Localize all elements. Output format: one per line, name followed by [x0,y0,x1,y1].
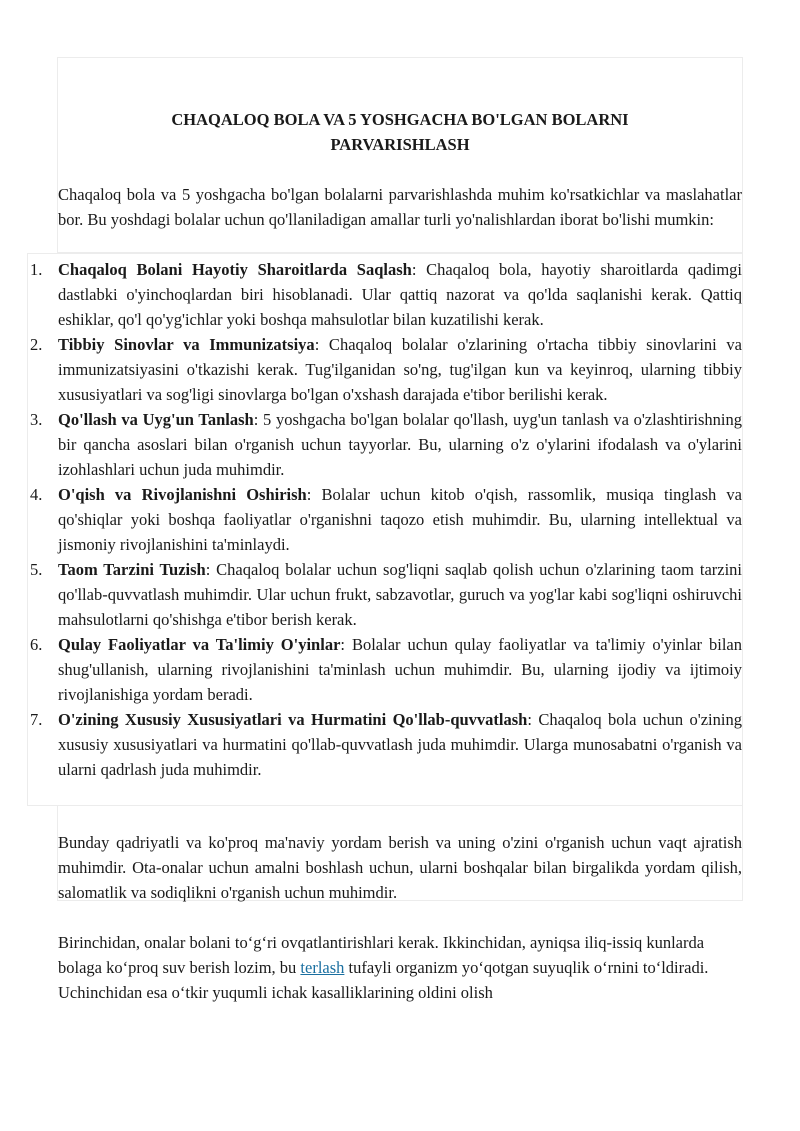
list-item-text: : Chaqaloq bola, hayotiy sharoitlarda qadimgi dastlabki o'yinchoqlardan biri hisoblanadi. Ular qattiq nazorat va qo'lda saqlanishi kerak. Qattiq eshiklar, qo'l qo'yg'ichlar yoki boshqa mahsulotlar bilan kuzatilishi kerak. [58,260,743,329]
list-number: 6. [30,635,43,654]
closing-paragraph: Bunday qadriyatli va ko'proq ma'naviy yordam berish va uning o'zini o'rganish uchun vaqt ajratish muhimdir. Ota-onalar uchun amalni boshlash uchun, ularni boshqalar bilan birgalikda yordam qilish, salomatlik va sodiqlikni o'rganish uchun muhimdir. [58,833,742,902]
intro-paragraph: Chaqaloq bola va 5 yoshgacha bo'lgan bolalarni parvarishlashda muhim ko'rsatkichlar va maslahatlar bor. Bu yoshdagi bolalar uchun qo'llaniladigan amallar turli yo'nalishlardan iborat bo'lishi mumkin: [58,185,742,229]
list-number: 3. [30,410,43,429]
list-item [30,482,742,557]
list-item-heading: Tibbiy Sinovlar va Immunizatsiya [58,335,315,354]
list-item-text: : Bolalar uchun qulay faoliyatlar va ta'limiy o'yinlar bilan shug'ullanish, ularning rivojlanishini ta'minlash uchun muhimdir. Bu, ularning ijodiy va ijtimoiy rivojlanishiga yordam beradi. [58,635,743,704]
list-item-text: : Chaqaloq bola uchun o'zining xususiy xususiyatlari va hurmatini qo'llab-quvvatlash juda muhimdir. Ularga munosabatni o'rganish va ularni qadrlash juda muhimdir. [58,710,742,779]
list-number: 4. [30,485,43,504]
list-item-heading: Taom Tarzini Tuzish [58,560,206,579]
final-paragraph [58,930,742,1005]
document-title: CHAQALOQ BOLA VA 5 YOSHGACHA BO'LGAN BOLARNI PARVARISHLASH [171,110,629,154]
list-item-heading: Chaqaloq Bolani Hayotiy Sharoitlarda Saqlash [58,260,412,279]
list-item-heading: O'qish va Rivojlanishni Oshirish [58,485,307,504]
list-item-text: : 5 yoshgacha bo'lgan bolalar qo'llash, uyg'un tanlash va o'zlashtirishning bir qancha asoslari bilan o'rganish uchun tayyorlar. Bu, ularning o'z o'ylarini ifodalash va o'ylarini izohlashlari uchun juda muhimdir. [58,410,742,479]
list-item-heading: Qo'llash va Uyg'un Tanlash [58,410,254,429]
final-text-before: Birinchidan, onalar bolani to‘g‘ri ovqatlantirishlari kerak. Ikkinchidan, ayniqsa iliq-issiq kunlarda bolaga ko‘proq suv berish lozim, bu [58,933,705,977]
list-item [30,332,742,407]
terlash-link[interactable]: terlash [300,958,345,977]
list-number: 7. [30,710,43,729]
list-item [30,407,742,482]
list-item [30,632,742,707]
list-item-heading: Qulay Faoliyatlar va Ta'limiy O'yinlar [58,635,341,654]
care-tips-list [30,257,742,782]
list-item-heading: O'zining Xususiy Xususiyatlari va Hurmatini Qo'llab-quvvatlash [58,710,528,729]
list-item [30,557,742,632]
list-item [30,707,742,782]
list-number: 2. [30,335,43,354]
list-item-text: : Chaqaloq bolalar uchun sog'liqni saqlab qolish uchun o'zlarining taom tarzini qo'llab-quvvatlash muhimdir. Ular uchun frukt, sabzavotlar, guruch va yog'lar kabi sog'liqni oshiruvchi mahsulotlarni qo'shishga e'tibor berish kerak. [58,560,742,629]
list-number: 1. [30,260,43,279]
list-item-text: : Chaqaloq bolalar o'zlarining o'rtacha tibbiy sinovlarini va immunizatsiyasini o'tkazishi kerak. Tug'ilganidan so'ng, tug'ilgan kun va keyinroq, ularning tibbiy xususiyatlari va sog'ligi sinovlarga bo'lgan o'xshash darajada e'tibor berilishi kerak. [58,335,742,404]
list-item-text: : Bolalar uchun kitob o'qish, rassomlik, musiqa tinglash va qo'shiqlar yoki boshqa faoliyatlar o'rganishni taqozo etish muhimdir. Bu, ularning intellektual va jismoniy rivojlanishini ta'minlaydi. [58,485,742,554]
list-number: 5. [30,560,43,579]
final-text-after: tufayli organizm yo‘qotgan suyuqlik o‘rnini to‘ldiradi. Uchinchidan esa o‘tkir yuqumli ichak kasalliklarining oldini olish [58,958,709,1002]
list-item [30,257,742,332]
